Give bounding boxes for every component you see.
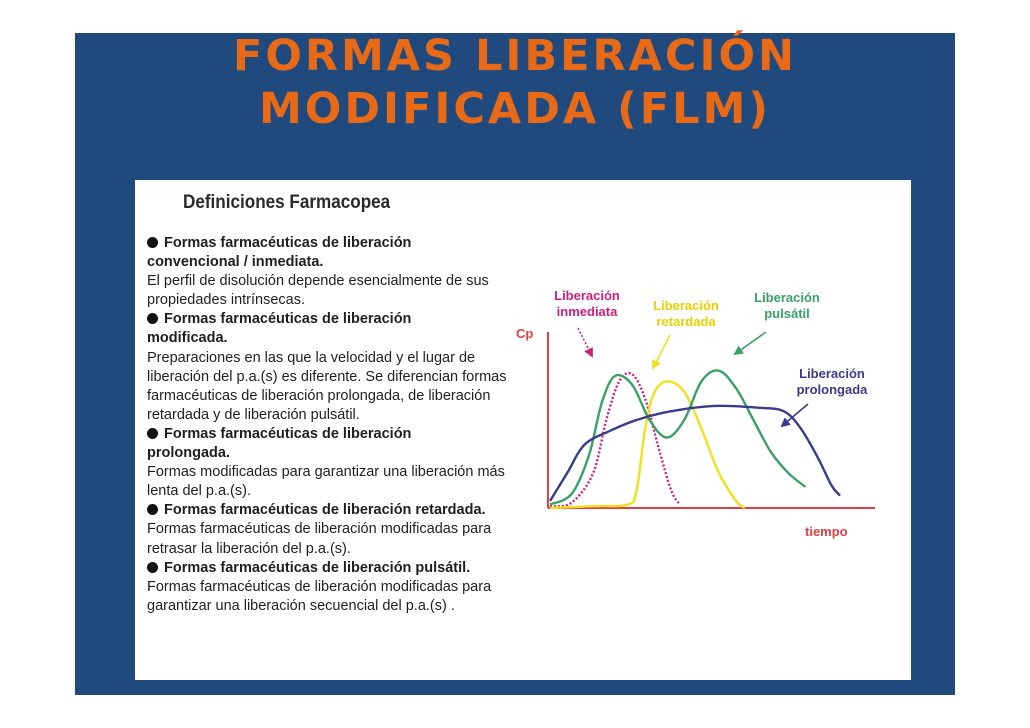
definition-title: prolongada. <box>147 445 230 462</box>
definition-text: propiedades intrínsecas. <box>147 292 305 309</box>
definition-text: lenta del p.a.(s). <box>147 483 251 500</box>
bullet-icon <box>147 428 158 439</box>
definition-title: Formas farmacéuticas de liberación <box>164 311 412 328</box>
series-label-liberacion-prolongada: Liberación prolongada <box>796 366 868 397</box>
definition-text: farmacéuticas de liberación prolongada, de liberación <box>147 387 491 404</box>
definition-text: El perfil de disolución depende esencialmente de sus <box>147 273 489 290</box>
series-label-liberacion-pulsatil: Liberación pulsátil <box>754 290 820 321</box>
title-line-1: FORMAS LIBERACIÓN <box>232 31 798 81</box>
bullet-icon <box>147 237 158 248</box>
definition-text: Formas modificadas para garantizar una liberación más <box>147 464 505 481</box>
series-line-liberacion-pulsatil <box>550 370 805 504</box>
title-line-2: MODIFICADA (FLM) <box>258 84 772 134</box>
definition-text: retrasar la liberación del p.a.(s). <box>147 540 351 557</box>
definition-text: liberación del p.a.(s) es diferente. Se diferencian formas <box>147 368 507 385</box>
series-line-liberacion-inmediata <box>550 373 680 506</box>
content-panel <box>135 180 911 680</box>
slide-title <box>75 30 955 136</box>
definition-text: Formas farmacéuticas de liberación modificadas para <box>147 578 492 595</box>
definition-text: Formas farmacéuticas de liberación modificadas para <box>147 521 492 538</box>
y-axis-label: Cp <box>516 326 534 341</box>
series-line-liberacion-retardada <box>550 381 745 508</box>
panel-heading: Definiciones Farmacopea <box>183 192 391 213</box>
release-profile-chart <box>516 280 900 560</box>
bullet-icon <box>147 504 158 515</box>
definition-text: garantizar una liberación secuencial del p.a.(s) . <box>147 597 455 614</box>
definition-title: Formas farmacéuticas de liberación retardada. <box>164 502 486 519</box>
definition-text: retardada y de liberación pulsátil. <box>147 406 360 423</box>
definition-title: modificada. <box>147 330 228 347</box>
bullet-icon <box>147 313 158 324</box>
definition-item <box>147 559 617 616</box>
definition-title: Formas farmacéuticas de liberación pulsátil. <box>164 559 471 576</box>
series-label-liberacion-retardada: Liberación retardada <box>653 298 719 329</box>
definition-text: Preparaciones en las que la velocidad y el lugar de <box>147 349 476 366</box>
series-label-liberacion-inmediata: Liberación inmediata <box>554 288 620 319</box>
series-arrow-liberacion-pulsatil <box>735 332 766 354</box>
definition-title: Formas farmacéuticas de liberación <box>164 235 412 251</box>
series-arrow-liberacion-retardada <box>653 335 670 368</box>
definition-title: convencional / inmediata. <box>147 254 324 271</box>
definition-title: Formas farmacéuticas de liberación <box>164 425 412 442</box>
series-line-liberacion-prolongada <box>550 406 840 501</box>
series-arrow-liberacion-inmediata <box>578 328 592 356</box>
x-axis-label: tiempo <box>805 524 848 539</box>
bullet-icon <box>147 562 158 573</box>
